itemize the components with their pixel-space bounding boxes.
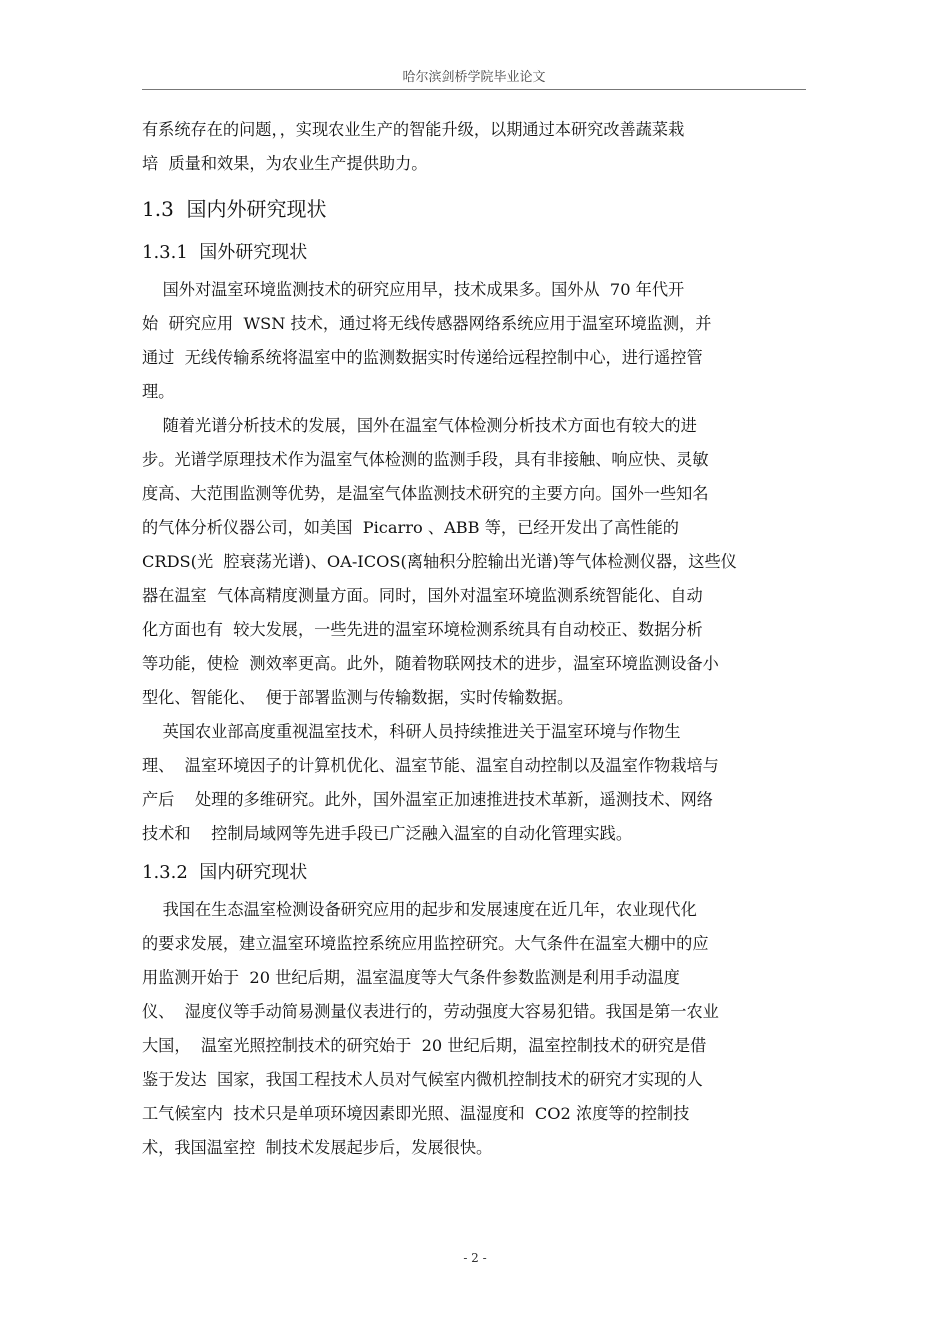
section-heading-1-3-1: [142, 233, 806, 273]
text-line: 的气体分析仪器公司，如美国 Picarro 、ABB 等，已经开发出了高性能的: [142, 518, 679, 537]
text-line: 用监测开始于 20 世纪后期，温室温度等大气条件参数监测是利用手动温度: [142, 968, 680, 987]
text-line: 鉴于发达 国家，我国工程技术人员对气候室内微机控制技术的研究才实现的人: [142, 1070, 703, 1089]
text-line: 始 研究应用 WSN 技术，通过将无线传感器网络系统应用于温室环境监测，并: [142, 314, 712, 333]
header-rule: [142, 89, 806, 90]
text-line: 的要求发展，建立温室环境监控系统应用监控研究。大气条件在温室大棚中的应: [142, 934, 709, 953]
section-title: 国内研究现状: [199, 862, 308, 883]
foreign-paragraph-1: [142, 273, 806, 409]
section-heading-1-3: [142, 189, 806, 229]
page-number: - 2 -: [463, 1251, 487, 1265]
text-line: 通过 无线传输系统将温室中的监测数据实时传递给远程控制中心，进行遥控管: [142, 348, 703, 367]
section-title: 国外研究现状: [199, 242, 308, 263]
text-line: 术，我国温室控 制技术发展起步后，发展很快。: [142, 1138, 493, 1157]
text-line: 工气候室内 技术只是单项环境因素即光照、温湿度和 CO2 浓度等的控制技: [142, 1104, 690, 1123]
intro-paragraph: [142, 113, 806, 181]
text-line: 理。: [142, 382, 175, 401]
text-line: 型化、智能化、 便于部署监测与传输数据，实时传输数据。: [142, 688, 574, 707]
text-line: 英国农业部高度重视温室技术，科研人员持续推进关于温室环境与作物生: [142, 722, 681, 741]
running-header: 哈尔滨剑桥学院毕业论文: [402, 70, 546, 85]
text-line: 有系统存在的问题，，实现农业生产的智能升级，以期通过本研究改善蔬菜栽: [142, 120, 685, 139]
text-line: 随着光谱分析技术的发展，国外在温室气体检测分析技术方面也有较大的进: [142, 416, 697, 435]
section-title: 国内外研究现状: [186, 197, 327, 221]
section-heading-1-3-2: [142, 853, 806, 893]
text-line: 仪、 湿度仪等手动简易测量仪表进行的，劳动强度大容易犯错。我国是第一农业: [142, 1002, 719, 1021]
text-line: 大国， 温室光照控制技术的研究始于 20 世纪后期，温室控制技术的研究是借: [142, 1036, 707, 1055]
section-number: 1.3.1: [142, 242, 188, 263]
text-line: 化方面也有 较大发展，一些先进的温室环境检测系统具有自动校正、数据分析: [142, 620, 703, 639]
text-line: 器在温室 气体高精度测量方面。同时，国外对温室环境监测系统智能化、自动: [142, 586, 703, 605]
text-line: 我国在生态温室检测设备研究应用的起步和发展速度在近几年，农业现代化: [142, 900, 697, 919]
foreign-paragraph-2: [142, 409, 806, 715]
text-line: 国外对温室环境监测技术的研究应用早，技术成果多。国外从 70 年代开: [142, 280, 685, 299]
text-line: 培 质量和效果，为农业生产提供助力。: [142, 154, 428, 173]
text-line: 理、 温室环境因子的计算机优化、温室节能、温室自动控制以及温室作物栽培与: [142, 756, 719, 775]
foreign-paragraph-3: [142, 715, 806, 851]
text-line: 步。光谱学原理技术作为温室气体检测的监测手段，具有非接触、响应快、灵敏: [142, 450, 709, 469]
text-line: CRDS(光 腔衰荡光谱)、OA-ICOS(离轴积分腔输出光谱)等气体检测仪器，这些仪: [142, 552, 737, 571]
section-number: 1.3.2: [142, 862, 188, 883]
domestic-paragraph-1: [142, 893, 806, 1165]
section-number: 1.3: [142, 197, 174, 221]
text-line: 产后 处理的多维研究。此外，国外温室正加速推进技术革新，遥测技术、网络: [142, 790, 713, 809]
text-line: 度高、大范围监测等优势，是温室气体监测技术研究的主要方向。国外一些知名: [142, 484, 709, 503]
text-line: 等功能，使检 测效率更高。此外，随着物联网技术的进步，温室环境监测设备小: [142, 654, 719, 673]
page-body: [142, 113, 806, 1165]
text-line: 技术和 控制局域网等先进手段已广泛融入温室的自动化管理实践。: [142, 824, 633, 843]
